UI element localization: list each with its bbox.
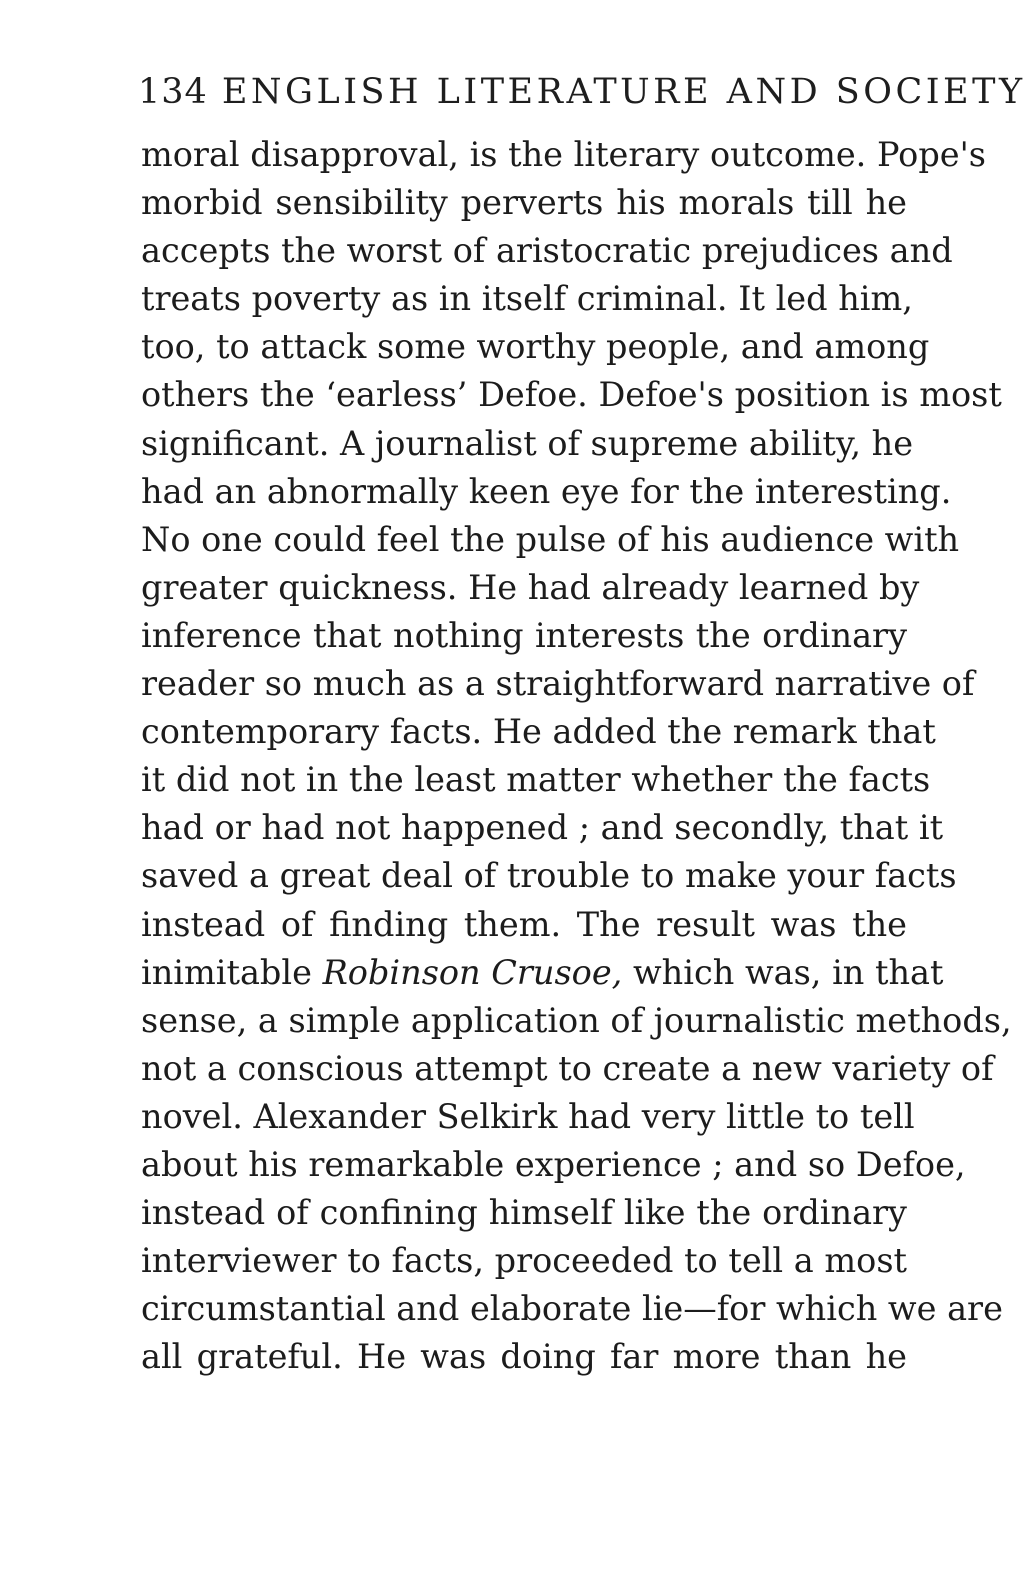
text-line: moral disapproval, is the literary outcome. Pope's [141,135,986,174]
text-line: too, to attack some worthy people, and among [141,327,930,367]
text-line: interviewer to facts, proceeded to tell a most [141,1241,907,1281]
text-line: about his remarkable experience ; and so Defoe, [141,1144,966,1184]
text-line: saved a great deal of trouble to make your facts [141,856,957,896]
text-line: sense, a simple application of journalistic methods, [141,1000,1012,1040]
body-paragraph [141,131,1012,1381]
running-title: ENGLISH LITERATURE AND SOCIETY [221,72,1026,112]
text-line: reader so much as a straightforward narrative of [141,664,975,704]
text-segment: inimitable [141,952,323,992]
text-line: had or had not happened ; and secondly, that it [141,808,944,848]
text-segment: which was, in that [622,952,944,992]
text-line: circumstantial and elaborate lie—for which we are [141,1289,1003,1329]
text-line: novel. Alexander Selkirk had very little to tell [141,1096,915,1136]
text-line: No one could feel the pulse of his audience with [141,519,960,559]
text-line: treats poverty as in itself criminal. It led him, [141,279,913,319]
text-line: inference that nothing interests the ordinary [141,615,907,655]
text-line: accepts the worst of aristocratic prejudices and [141,231,953,271]
text-line: greater quickness. He had already learned by [141,567,920,607]
text-line-with-title [141,949,944,997]
page-number: 134 [138,72,208,112]
text-line: instead of confining himself like the ordinary [141,1193,907,1233]
text-line: significant. A journalist of supreme ability, he [141,423,914,463]
running-header [138,62,1026,122]
text-line: others the ‘earless’ Defoe. Defoe's position is most [141,375,1002,415]
text-line: had an abnormally keen eye for the interesting. [141,471,952,511]
text-line: not a conscious attempt to create a new variety of [141,1048,994,1088]
text-line: all grateful. He was doing far more than he [141,1337,907,1377]
text-line: contemporary facts. He added the remark that [141,712,936,752]
text-line: instead of finding them. The result was the [141,904,907,944]
text-line: it did not in the least matter whether the facts [141,760,931,800]
text-line: morbid sensibility perverts his morals till he [141,183,907,223]
book-title-italic: Robinson Crusoe, [322,952,623,992]
